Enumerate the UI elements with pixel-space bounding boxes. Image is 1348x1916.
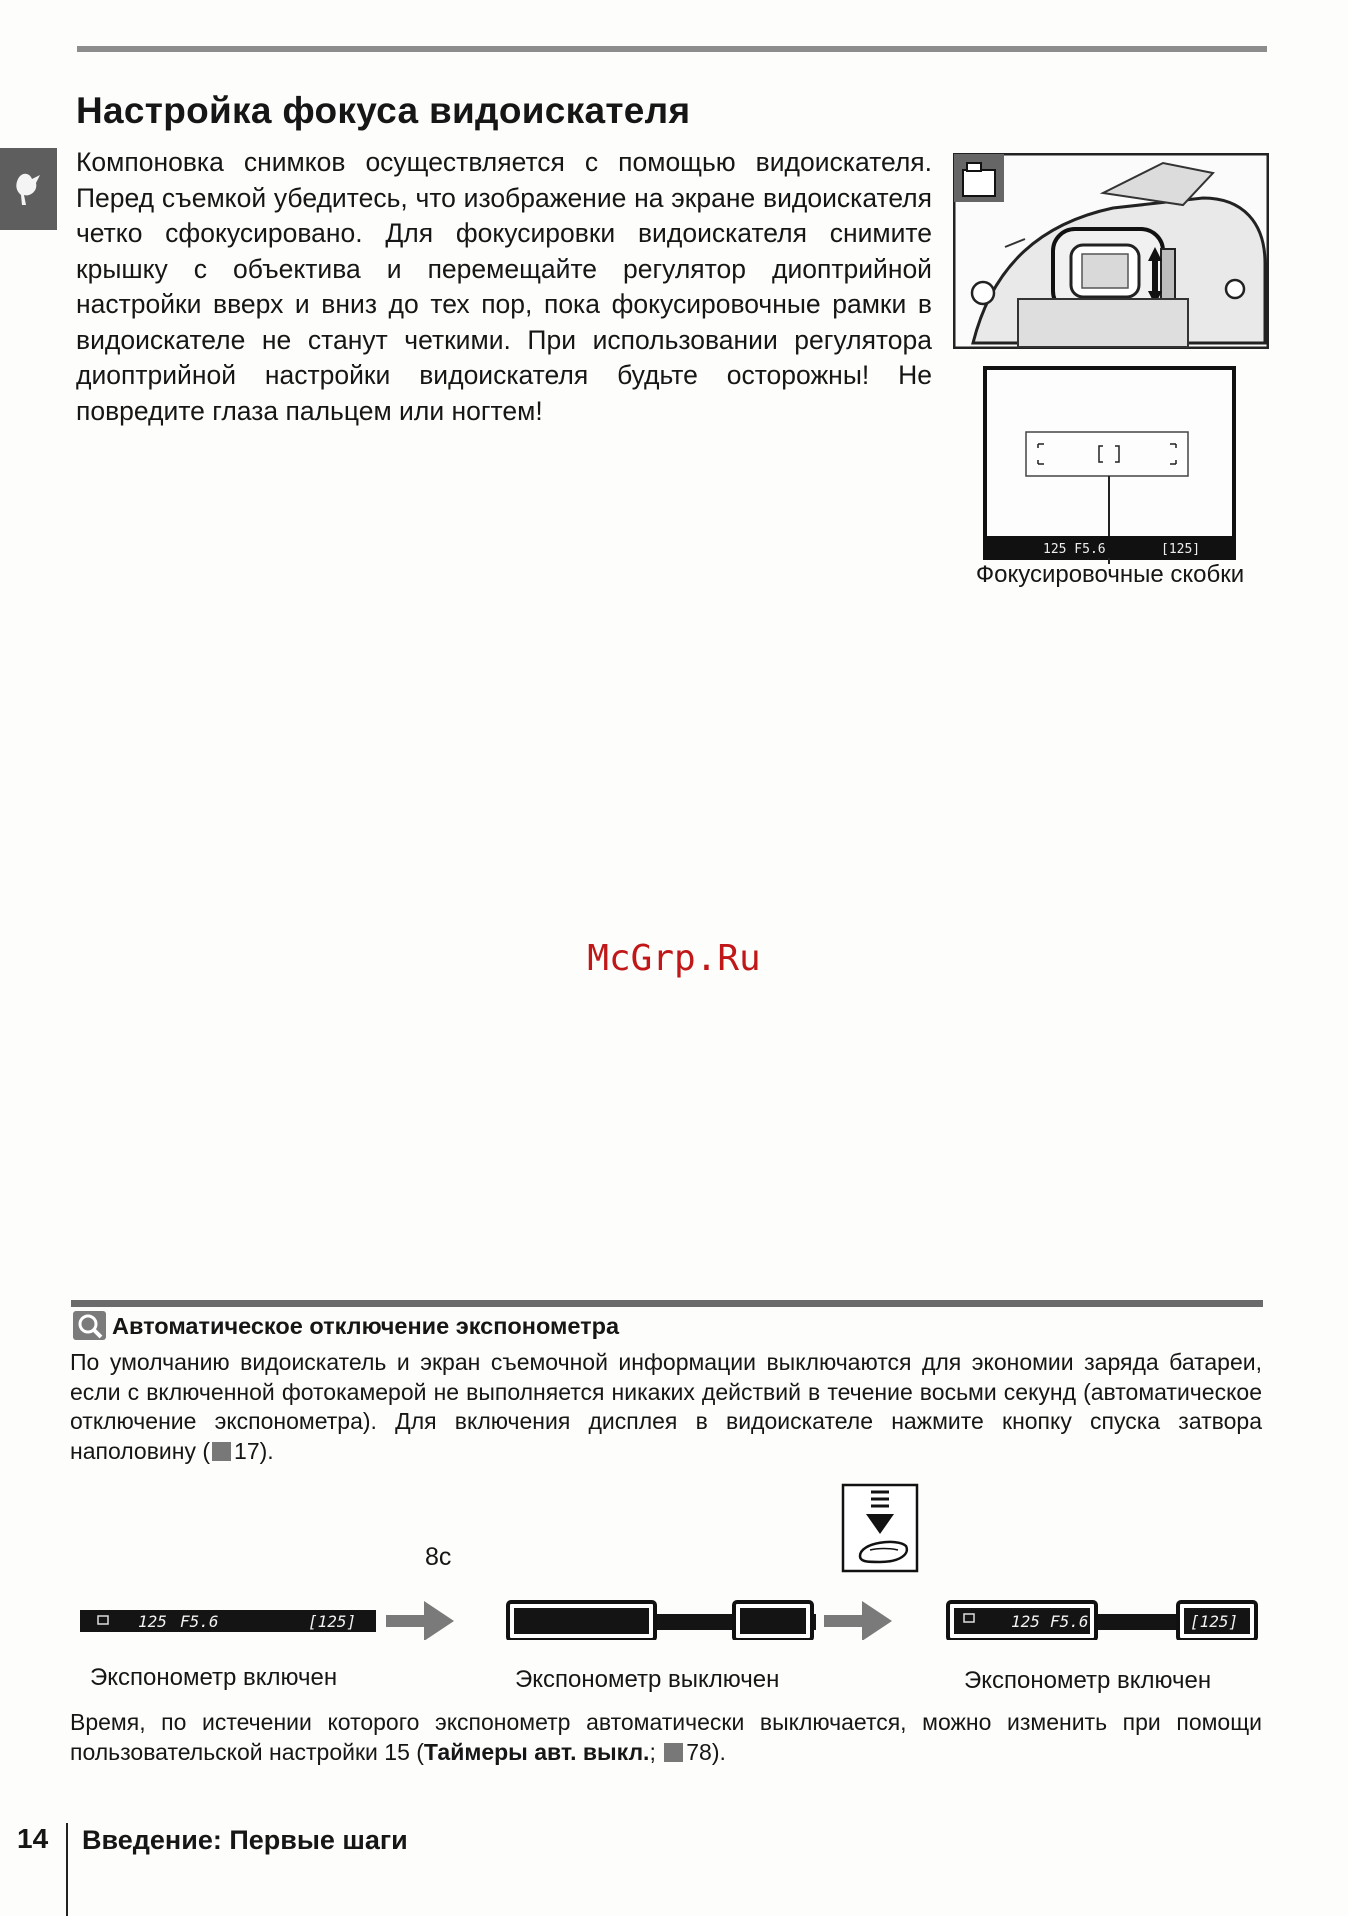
note-body-ref-page: 17 [234,1437,260,1464]
note-title: Автоматическое отключение экспонометра [112,1313,620,1339]
arrow-right-icon [824,1601,892,1640]
note-body-end: ). [259,1437,274,1464]
page-ref-icon [664,1743,683,1762]
page-number: 14 [17,1823,49,1854]
note-footer-end: ). [711,1739,726,1765]
viewfinder-display-illustration [983,366,1236,566]
top-rule [77,46,1267,52]
custom-setting-name: Таймеры авт. выкл. [423,1739,650,1765]
readout-shutter: 125 [1011,1612,1040,1631]
display-meter-on-again [946,1602,1256,1640]
watermark: McGrp.Ru [587,938,761,979]
page-ref-icon [212,1442,231,1461]
label-meter-on: Экспонометр включен [90,1664,338,1691]
delay-label: 8с [425,1543,452,1571]
readout-count: [125] [308,1612,357,1631]
arrow-right-icon [386,1601,454,1640]
display-meter-off [506,1602,816,1640]
chapter-side-tab [0,148,57,230]
eyepiece-cover-icon [954,154,1004,202]
note-body-text: По умолчанию видоискатель и экран съемочной информации выключаются для экономии заряда батареи, если с включенной фотокамерой не выполняется никаких действий в течение восьми секунд (автоматическое отключение экспонометра). Для включения дисплея в видоискателе нажмите кнопку спуска затвора наполовину ( [70,1349,1262,1464]
note-body [70,1348,1262,1466]
shutter-half-press-illustration [840,1482,920,1574]
display-meter-on [80,1610,376,1632]
note-top-rule [71,1300,1263,1307]
label-meter-on-again: Экспонометр включен [964,1667,1212,1694]
viewfinder-readout-left: 125 F5.6 [1043,542,1106,557]
section-body-paragraph: Компоновка снимков осуществляется с помощью видоискателя. Перед съемкой убедитесь, что изображение на экране видоискателя четко сфокусировано. Для фокусировки видоискателя снимите крышку с объектива и перемещайте регулятор диоптрийной настройки вверх и вниз до тех пор, пока фокусировочные рамки в видоискателе не станут четкими. При использовании регулятора диоптрийной настройки видоискателя будьте осторожны! Не повредите глаза пальцем или ногтем! [76,147,932,426]
section-body [76,145,932,429]
footer-divider [66,1823,68,1916]
viewfinder-readout-right: [125] [1161,542,1201,557]
meter-note-icon [73,1311,106,1340]
chapter-title: Введение: Первые шаги [82,1825,408,1855]
note-footer-intro: Время, по истечении которого экспонометр автоматически выключается, можно изменить при помощи пользовательской настройки 15 ( [70,1709,1262,1765]
focus-brackets-caption: Фокусировочные скобки [975,561,1245,588]
readout-shutter: 125 [138,1612,167,1631]
readout-aperture: F5.6 [1050,1612,1089,1631]
readout-aperture: F5.6 [180,1612,219,1631]
readout-count: [125] [1190,1612,1239,1631]
label-meter-off: Экспонометр выключен [515,1666,780,1693]
camera-diopter-illustration [953,153,1269,349]
note-footer-ref-page: 78 [686,1739,712,1765]
note-footer-separator: ; [649,1739,663,1765]
section-title: Настройка фокуса видоискателя [76,90,691,131]
meter-sequence-diagram [76,1590,1266,1640]
bird-icon [12,169,46,209]
note-footer-text [70,1707,1262,1767]
